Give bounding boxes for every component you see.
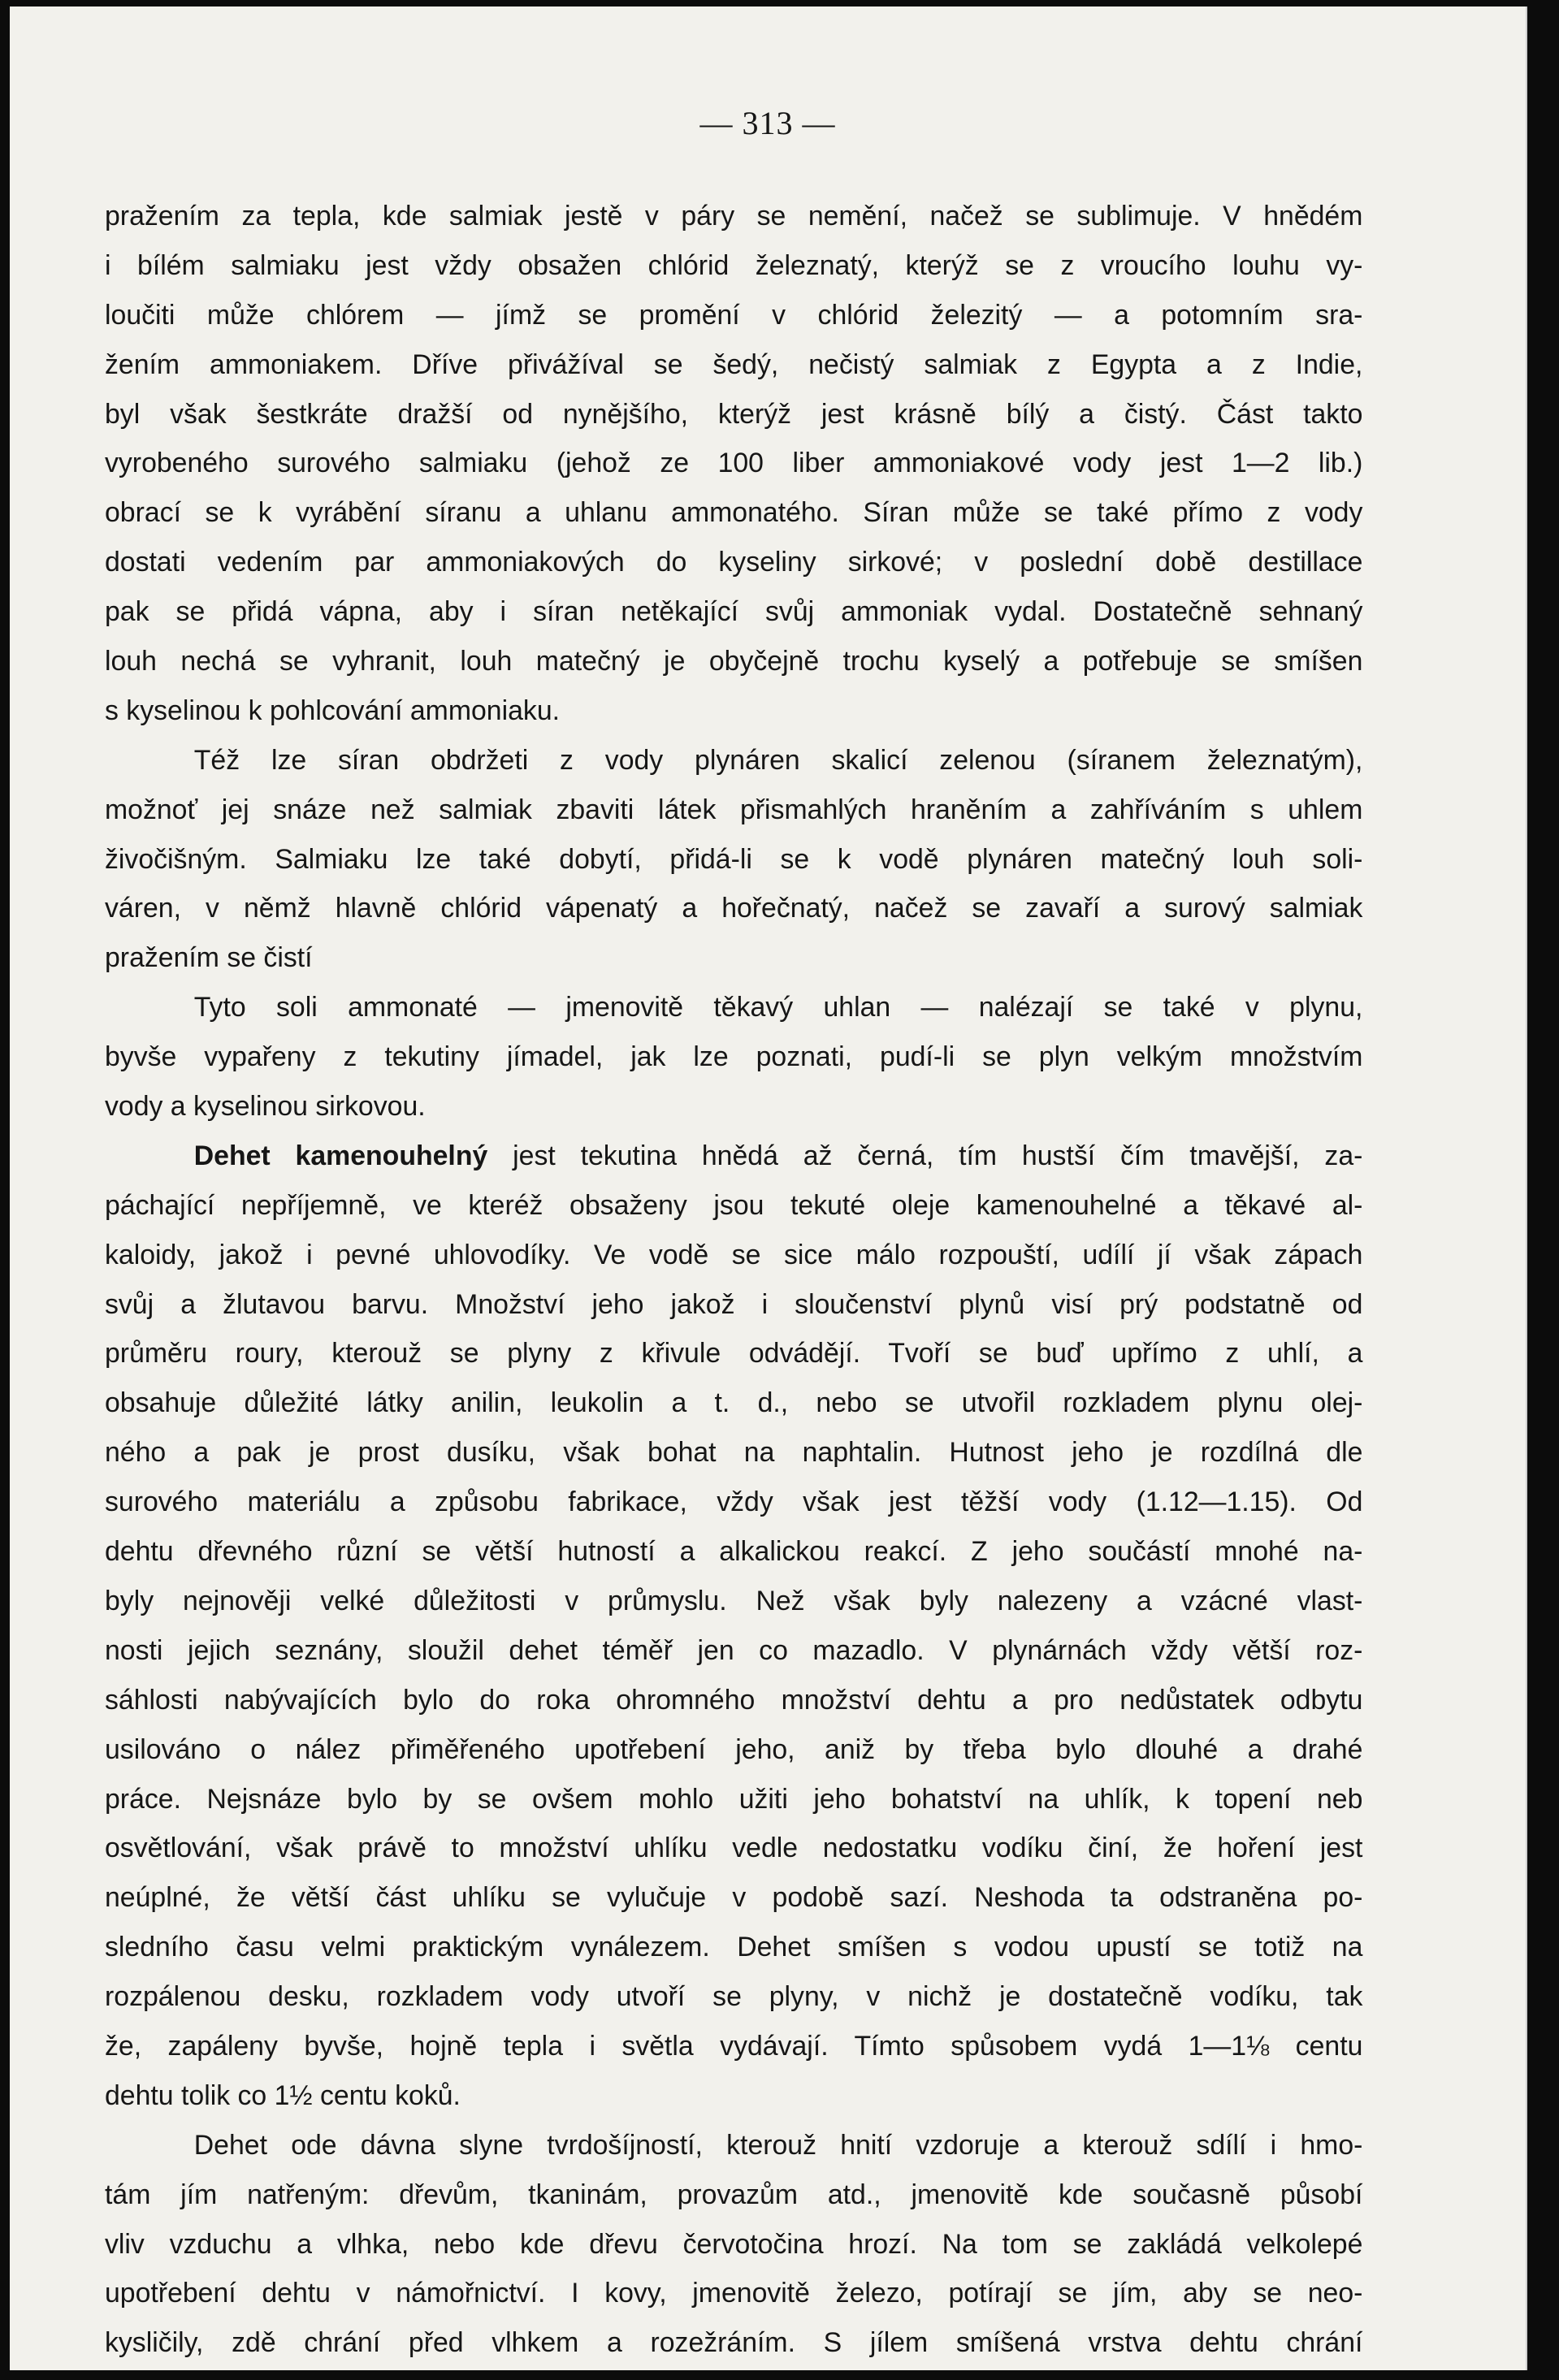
- text-line: pražením se čistí: [105, 942, 313, 974]
- text-line: obsahuje důležité látky anilin, leukolin a t. d., nebo se utvořil rozkladem plynu olej-: [105, 1387, 1363, 1419]
- text-line: žením ammoniakem. Dříve přivážíval se šedý, nečistý salmiak z Egypta a z Indie,: [105, 348, 1363, 380]
- scanned-page: [10, 6, 1527, 2370]
- text-line: vyrobeného surového salmiaku (jehož ze 100 liber ammoniakové vody jest 1—2 lib.): [105, 448, 1363, 479]
- text-line: pražením za tepla, kde salmiak jestě v páry se nemění, načež se sublimuje. V hnědém: [105, 201, 1363, 232]
- text-line: upotřebení dehtu v námořnictví. I kovy, jmenovitě železo, potírají se jím, aby se neo-: [105, 2278, 1363, 2309]
- text-line: průměru roury, kterouž se plyny z křivule odvádějí. Tvoří se buď upřímo z uhlí, a: [105, 1338, 1363, 1370]
- text-line: sledního času velmi praktickým vynálezem. Dehet smíšen s vodou upustí se totiž na: [105, 1932, 1363, 1963]
- text-line: i bílém salmiaku jest vždy obsažen chlórid železnatý, kterýž se z vroucího louhu vy-: [105, 249, 1363, 281]
- text-line: byvše vypařeny z tekutiny jímadel, jak lze poznati, pudí-li se plyn velkým množstvím: [105, 1041, 1363, 1073]
- text-line: neúplné, že větší část uhlíku se vylučuje v podobě sazí. Neshoda ta odstraněna po-: [105, 1882, 1363, 1914]
- body-text: [105, 192, 1362, 2368]
- text-line: kysličily, zdě chrání před vlhkem a rozežráním. S jílem smíšená vrstva dehtu chrání: [105, 2327, 1363, 2359]
- text-line: dostati vedením par ammoniakových do kyseliny sirkové; v poslední době destillace: [105, 547, 1363, 578]
- text-line: osvětlování, však právě to množství uhlíku vedle nedostatku vodíku činí, že hoření jest: [105, 1833, 1363, 1864]
- text-line: dehtu dřevného různí se větší hutností a alkalickou reakcí. Z jeho součástí mnohé na-: [105, 1536, 1363, 1568]
- text-line: dehtu tolik co 1½ centu koků.: [105, 2079, 461, 2111]
- text-line: ného a pak je prost dusíku, však bohat na naphtalin. Hutnost jeho je rozdílná dle: [105, 1437, 1363, 1469]
- text-line: páchající nepříjemně, ve kteréž obsaženy jsou tekuté oleje kamenouhelné a těkavé al-: [105, 1189, 1363, 1221]
- text-line: možnoť jej snáze než salmiak zbaviti látek přismahlých hraněním a zahříváním s uhlem: [105, 794, 1363, 825]
- text-line: práce. Nejsnáze bylo by se ovšem mohlo užiti jeho bohatství na uhlík, k topení neb: [105, 1783, 1363, 1815]
- text-line: byly nejnověji velké důležitosti v průmyslu. Než však byly nalezeny a vzácné vlast-: [105, 1585, 1363, 1616]
- text-line: tám jím natřeným: dřevům, tkaninám, provazům atd., jmenovitě kde současně působí: [105, 2179, 1363, 2210]
- text-line: s kyselinou k pohlcování ammoniaku.: [105, 695, 561, 726]
- text-line: usilováno o nález přiměřeného upotřebení jeho, aniž by třeba bylo dlouhé a drahé: [105, 1733, 1363, 1765]
- page-number: — 313 —: [699, 105, 836, 141]
- text-line: byl však šestkráte dražší od nynějšího, kterýž jest krásně bílý a čistý. Část takto: [105, 398, 1363, 430]
- text-line: že, zapáleny byvše, hojně tepla i světla vydávají. Tímto spůsobem vydá 1—1⅛ centu: [105, 2030, 1363, 2062]
- text-line: svůj a žlutavou barvu. Množství jeho jakož i sloučenství plynů visí prý podstatně od: [105, 1288, 1363, 1320]
- text-line: sáhlosti nabývajících bylo do roka ohromného množství dehtu a pro nedůstatek odbytu: [105, 1684, 1363, 1716]
- text-line: vliv vzduchu a vlhka, nebo kde dřevu červotočina hrozí. Na tom se zakládá velkolepé: [105, 2228, 1363, 2260]
- text-line: surového materiálu a způsobu fabrikace, vždy však jest těžší vody (1.12—1.15). Od: [105, 1486, 1363, 1518]
- text-line: pak se přidá vápna, aby i síran netěkající svůj ammoniak vydal. Dostatečně sehnaný: [105, 596, 1363, 628]
- text-line: [105, 1132, 1362, 1181]
- text-line: vody a kyselinou sirkovou.: [105, 1091, 426, 1123]
- text-line: Tyto soli ammonaté — jmenovitě těkavý uhlan — nalézají se také v plynu,: [193, 992, 1363, 1023]
- text-line: loučiti může chlórem — jímž se promění v chlórid železitý — a potomním sra-: [105, 299, 1363, 331]
- text-line: nosti jejich seznány, sloužil dehet téměř jen co mazadlo. V plynárnách vždy větší roz-: [105, 1634, 1363, 1666]
- section-heading: Dehet kamenouhelný: [193, 1140, 488, 1171]
- text-line: obrací se k vyrábění síranu a uhlanu ammonatého. Síran může se také přímo z vody: [105, 497, 1363, 529]
- text-line: rozpálenou desku, rozkladem vody utvoří se plyny, v nichž je dostatečně vodíku, tak: [105, 1981, 1363, 2013]
- text-line: Též lze síran obdržeti z vody plynáren skalicí zelenou (síranem železnatým),: [193, 744, 1363, 776]
- text-line: louh nechá se vyhranit, louh matečný je obyčejně trochu kyselý a potřebuje se smíšen: [105, 646, 1363, 677]
- text-run: jest tekutina hnědá až černá, tím hustší čím tmavější, za-: [487, 1140, 1363, 1171]
- text-line: živočišným. Salmiaku lze také dobytí, přidá-li se k vodě plynáren matečný louh soli-: [105, 843, 1363, 875]
- text-line: kaloidy, jakož i pevné uhlovodíky. Ve vodě se sice málo rozpouští, udílí jí však zápach: [105, 1239, 1363, 1270]
- text-line: váren, v němž hlavně chlórid vápenatý a hořečnatý, načež se zavaří a surový salmiak: [105, 893, 1363, 924]
- text-line: Dehet ode dávna slyne tvrdošíjností, kterouž hnití vzdoruje a kterouž sdílí i hmo-: [193, 2129, 1363, 2161]
